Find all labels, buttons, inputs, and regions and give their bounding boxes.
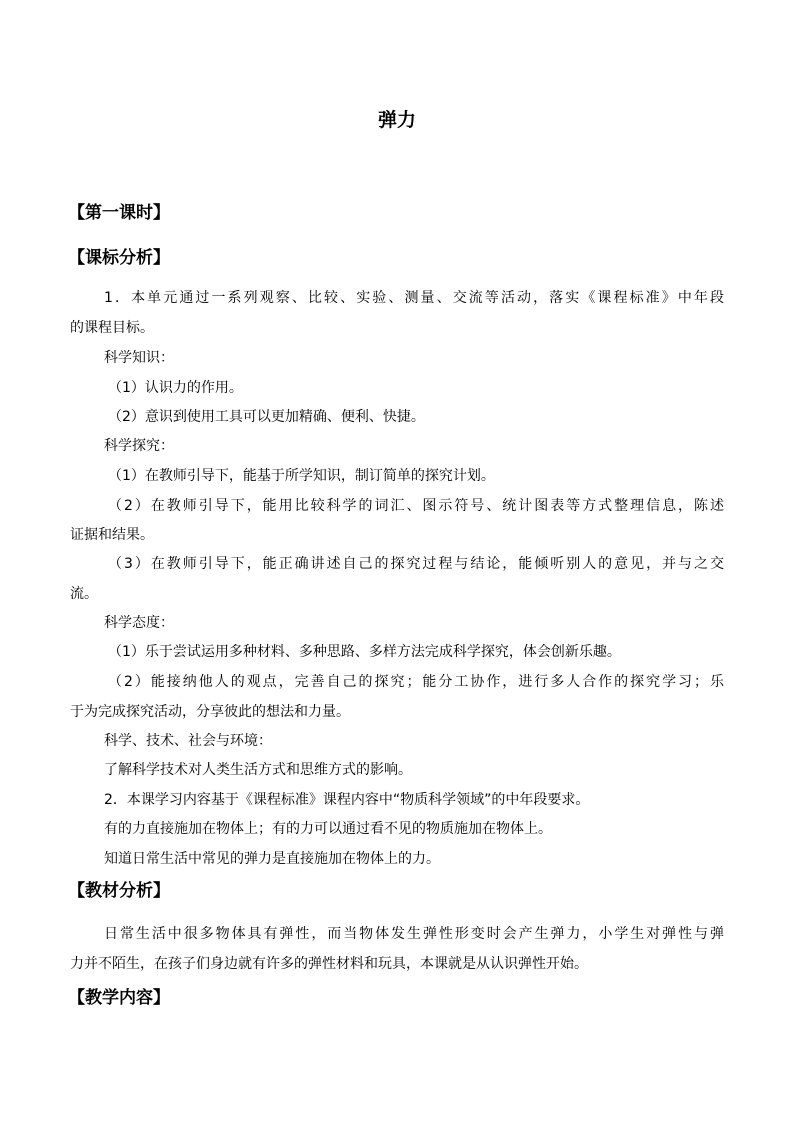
inquiry-item-3-line-2: 流。	[70, 586, 98, 602]
inquiry-label: 科学探究：	[104, 438, 174, 454]
attitude-item-2-line-2: 于为完成探究活动，分享彼此的想法和力量。	[70, 704, 350, 720]
stse-label: 科学、技术、社会与环境：	[104, 733, 272, 749]
heading-curriculum-analysis: 【课标分析】	[68, 248, 170, 268]
stse-item-1: 了解科学技术对人类生活方式和思维方式的影响。	[104, 762, 412, 778]
inquiry-item-1: （1）在教师引导下，能基于所学知识，制订简单的探究计划。	[108, 468, 495, 484]
inquiry-item-2-line-1: （2）在教师引导下，能用比较科学的词汇、图示符号、统计图表等方式整理信息，陈述	[108, 498, 724, 514]
curriculum-paragraph-2-b: 知道日常生活中常见的弹力是直接施加在物体上的力。	[104, 851, 440, 867]
textbook-paragraph-line-1: 日常生活中很多物体具有弹性，而当物体发生弹性形变时会产生弹力，小学生对弹性与弹	[104, 926, 724, 942]
textbook-paragraph-line-2: 力并不陌生，在孩子们身边就有许多的弹性材料和玩具，本课就是从认识弹性开始。	[70, 956, 588, 972]
curriculum-paragraph-2: 2．本课学习内容基于《课程标准》课程内容中“物质科学领域”的中年段要求。	[104, 792, 590, 808]
attitude-label: 科学态度：	[104, 615, 174, 631]
inquiry-item-3-line-1: （3）在教师引导下，能正确讲述自己的探究过程与结论，能倾听别人的意见，并与之交	[108, 556, 724, 572]
attitude-item-1: （1）乐于尝试运用多种材料、多种思路、多样方法完成科学探究，体会创新乐趣。	[108, 644, 621, 660]
knowledge-item-2: （2）意识到使用工具可以更加精确、便利、快捷。	[108, 409, 425, 425]
knowledge-item-1: （1）认识力的作用。	[108, 380, 243, 396]
heading-textbook-analysis: 【教材分析】	[68, 881, 170, 901]
knowledge-label: 科学知识：	[104, 350, 174, 366]
attitude-item-2-line-1: （2）能接纳他人的观点，完善自己的探究；能分工协作，进行多人合作的探究学习；乐	[108, 674, 724, 690]
curriculum-paragraph-1-line-2: 的课程目标。	[70, 320, 154, 336]
heading-teaching-content: 【教学内容】	[68, 988, 170, 1008]
heading-lesson: 【第一课时】	[68, 203, 170, 223]
page-title: 弹力	[377, 109, 416, 131]
curriculum-paragraph-2-a: 有的力直接施加在物体上；有的力可以通过看不见的物质施加在物体上。	[104, 821, 552, 837]
curriculum-paragraph-1-line-1: 1．本单元通过一系列观察、比较、实验、测量、交流等活动，落实《课程标准》中年段	[104, 290, 724, 306]
inquiry-item-2-line-2: 证据和结果。	[70, 527, 154, 543]
